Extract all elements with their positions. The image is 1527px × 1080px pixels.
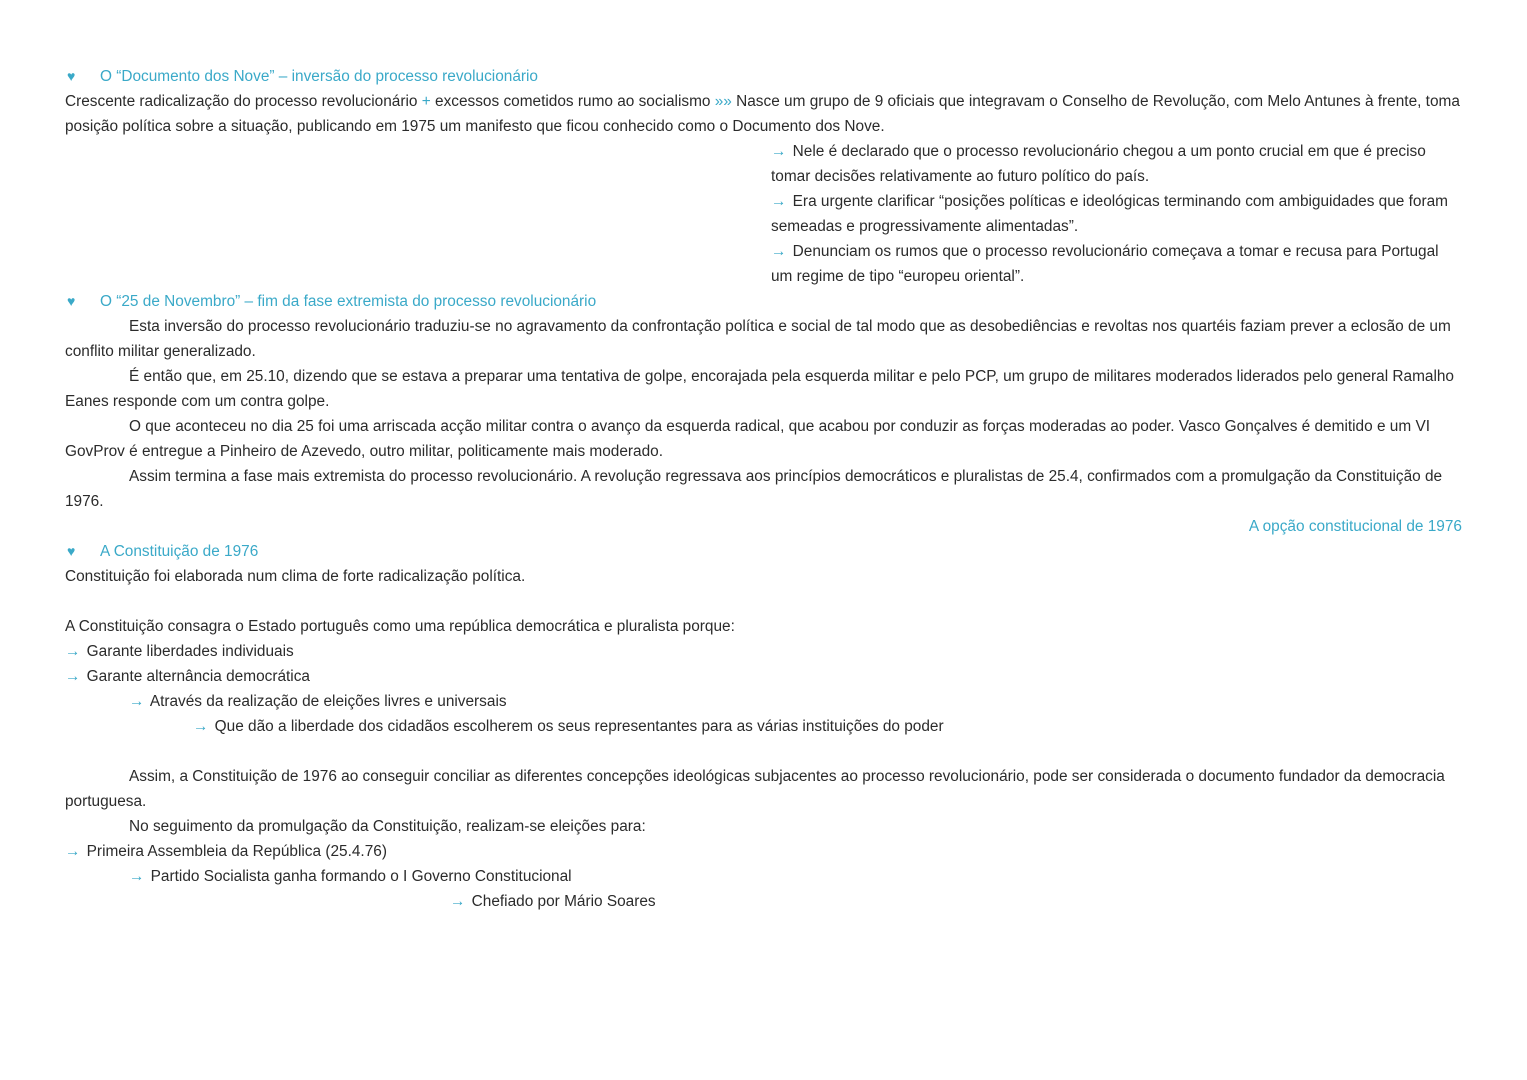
paragraph-line: Eanes responde com um contra golpe. bbox=[65, 393, 330, 410]
point-line: um regime de tipo “europeu oriental”. bbox=[771, 268, 1025, 285]
paragraph-line: No seguimento da promulgação da Constituição, realizam-se eleições para: bbox=[129, 818, 646, 835]
arrow-icon: → bbox=[771, 143, 787, 160]
section-heading-constituicao bbox=[65, 539, 1465, 564]
arrow-icon: → bbox=[65, 668, 81, 685]
arrow-icon: → bbox=[771, 243, 787, 260]
section-subtitle: A opção constitucional de 1976 bbox=[1248, 518, 1462, 535]
bullet-line bbox=[65, 864, 1465, 889]
heading-text: O “Documento dos Nove” – inversão do processo revolucionário bbox=[100, 68, 538, 85]
arrow-icon: → bbox=[65, 643, 81, 660]
bullet-line bbox=[65, 714, 1465, 739]
bullet-text: Através da realização de eleições livres e universais bbox=[149, 693, 507, 710]
arrow-icon: → bbox=[771, 193, 787, 210]
paragraph-line: Assim, a Constituição de 1976 ao conseguir conciliar as diferentes concepções ideológicas subjacentes ao processo revolucionário, pode ser considerada o documento fundador da democracia bbox=[129, 768, 1445, 785]
bullet-text: Chefiado por Mário Soares bbox=[471, 893, 656, 910]
heart-icon: ♥ bbox=[67, 543, 76, 559]
spacer bbox=[65, 739, 1465, 764]
point-line: semeadas e progressivamente alimentadas”. bbox=[771, 218, 1079, 235]
bullet-line bbox=[65, 889, 1465, 914]
paragraph-line: portuguesa. bbox=[65, 793, 147, 810]
paragraph-line: conflito militar generalizado. bbox=[65, 343, 256, 360]
bullet-text: Que dão a liberdade dos cidadãos escolherem os seus representantes para as várias instituições do poder bbox=[214, 718, 944, 735]
point-line bbox=[65, 189, 1465, 214]
paragraph-line: GovProv é entregue a Pinheiro de Azevedo, outro militar, politicamente mais moderado. bbox=[65, 443, 663, 460]
paragraph-line: Assim termina a fase mais extremista do processo revolucionário. A revolução regressava aos princípios democráticos e pluralistas de 25.4, confirmados com a promulgação da Constituição de bbox=[129, 468, 1443, 485]
heading-text: O “25 de Novembro” – fim da fase extremista do processo revolucionário bbox=[100, 293, 597, 310]
point-line bbox=[65, 139, 1465, 164]
section-heading-25-novembro bbox=[65, 289, 1465, 314]
arrow-icon: → bbox=[450, 893, 466, 910]
paragraph-line: É então que, em 25.10, dizendo que se estava a preparar uma tentativa de golpe, encorajada pela esquerda militar e pelo PCP, um grupo de militares moderados liderados pelo general Ramalho bbox=[129, 368, 1454, 385]
point-line bbox=[65, 239, 1465, 264]
bullet-text: Partido Socialista ganha formando o I Governo Constitucional bbox=[150, 868, 572, 885]
bullet-line bbox=[65, 839, 1465, 864]
arrow-icon: → bbox=[129, 693, 145, 710]
paragraph-line: Constituição foi elaborada num clima de forte radicalização política. bbox=[65, 568, 526, 585]
point-text: Era urgente clarificar “posições políticas e ideológicas terminando com ambiguidades que foram bbox=[792, 193, 1448, 210]
paragraph-line: 1976. bbox=[65, 493, 104, 510]
bullet-text: Primeira Assembleia da República (25.4.76) bbox=[86, 843, 387, 860]
heading-text: A Constituição de 1976 bbox=[100, 543, 259, 560]
arrow-icon: → bbox=[65, 843, 81, 860]
heart-icon: ♥ bbox=[67, 293, 76, 309]
paragraph-line: A Constituição consagra o Estado português como uma república democrática e pluralista porque: bbox=[65, 618, 735, 635]
section-heading-documento-dos-nove bbox=[65, 64, 1465, 89]
arrow-icon: → bbox=[129, 868, 145, 885]
intro-text: Nasce um grupo de 9 oficiais que integravam o Conselho de Revolução, com Melo Antunes à frente, toma bbox=[731, 93, 1460, 110]
paragraph-line: O que aconteceu no dia 25 foi uma arriscada acção militar contra o avanço da esquerda radical, que acabou por conduzir as forças moderadas ao poder. Vasco Gonçalves é demitido e um VI bbox=[129, 418, 1430, 435]
point-text: Nele é declarado que o processo revolucionário chegou a um ponto crucial em que é preciso bbox=[792, 143, 1426, 160]
bullet-text: Garante liberdades individuais bbox=[86, 643, 294, 660]
double-chevron-icon: »» bbox=[714, 93, 732, 110]
document-page bbox=[65, 64, 1465, 914]
bullet-line bbox=[65, 689, 1465, 714]
point-line: tomar decisões relativamente ao futuro político do país. bbox=[771, 168, 1150, 185]
point-text: Denunciam os rumos que o processo revolucionário começava a tomar e recusa para Portugal bbox=[792, 243, 1439, 260]
intro-text: Crescente radicalização do processo revolucionário bbox=[65, 93, 422, 110]
plus-symbol: + bbox=[421, 93, 431, 110]
intro-line-1 bbox=[65, 89, 1465, 114]
bullet-text: Garante alternância democrática bbox=[86, 668, 310, 685]
bullet-line bbox=[65, 639, 1465, 664]
arrow-icon: → bbox=[193, 718, 209, 735]
intro-text: excessos cometidos rumo ao socialismo bbox=[430, 93, 715, 110]
heart-icon: ♥ bbox=[67, 68, 76, 84]
spacer bbox=[65, 589, 1465, 614]
bullet-line bbox=[65, 664, 1465, 689]
paragraph-line: Esta inversão do processo revolucionário traduziu-se no agravamento da confrontação política e social de tal modo que as desobediências e revoltas nos quartéis faziam prever a eclosão de um bbox=[129, 318, 1451, 335]
intro-line-2: posição política sobre a situação, publicando em 1975 um manifesto que ficou conhecido como o Documento dos Nove. bbox=[65, 118, 885, 135]
